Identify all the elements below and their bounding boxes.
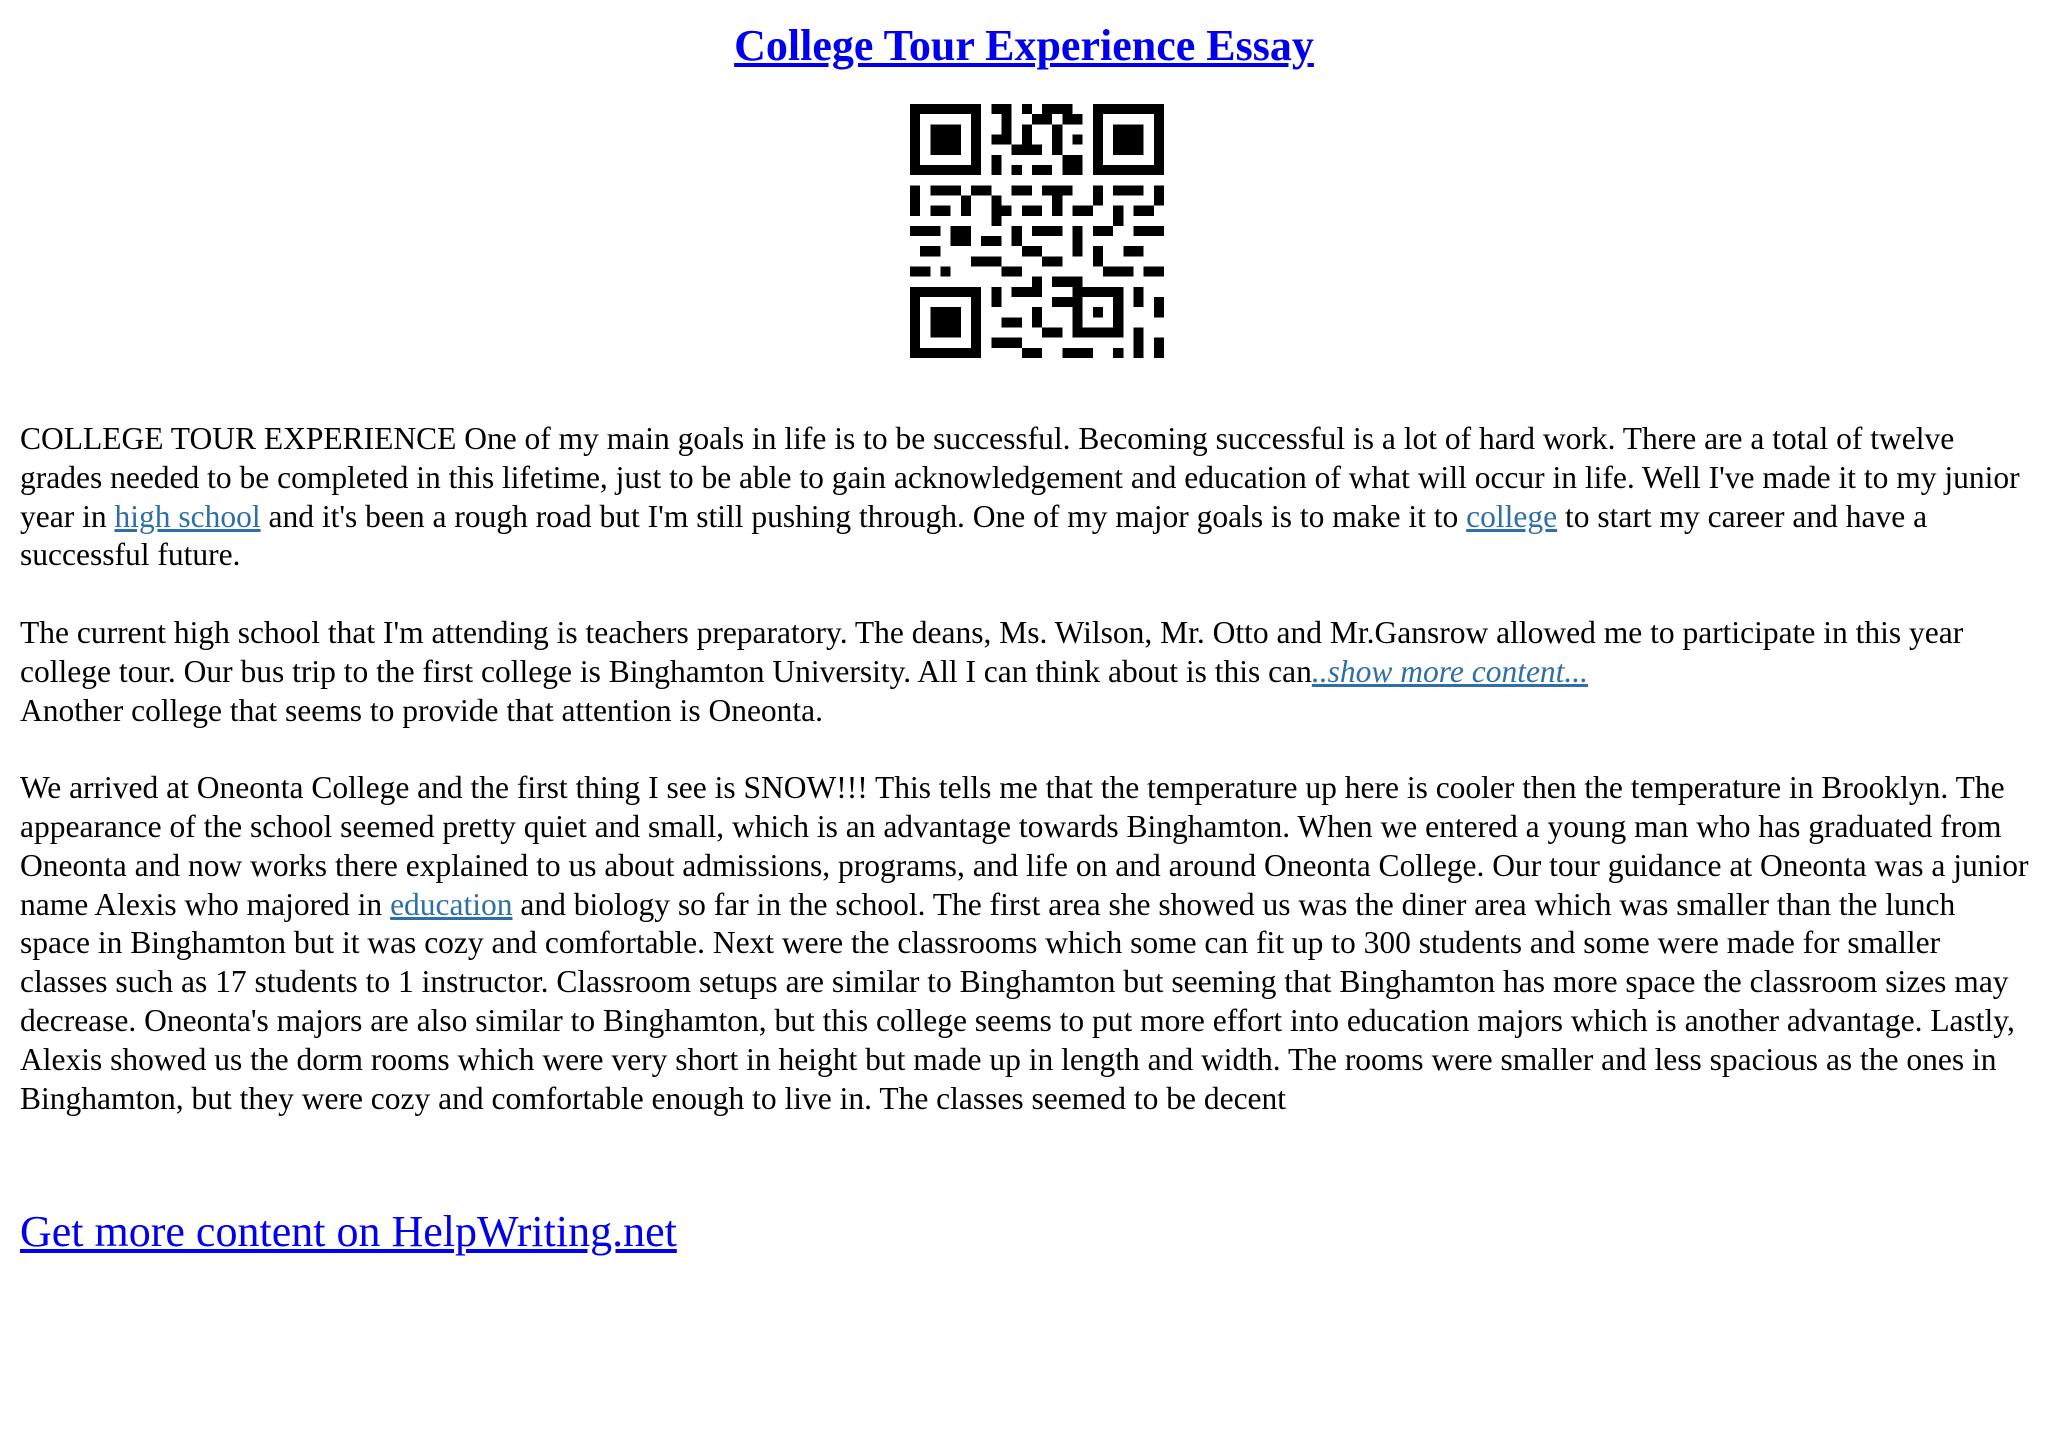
paragraph-text: and biology so far in the school. The first area she showed us was the diner area which was smaller than the lunch space in Binghamton but it was cozy and comfortable. Next were the classrooms which some can fit up to 300 students and some were made for smaller classes such as 17 students to 1 instructor. Classroom setups are similar to Binghamton but seeming that Binghamton has more space the classroom sizes may decrease. Oneonta's majors are also similar to Binghamton, but this college seems to put more effort into education majors which is another advantage. Lastly, Alexis showed us the dorm rooms which were very short in height but made up in length and width. The rooms were smaller and less spacious as the ones in Binghamton, but they were cozy and comfortable enough to live in. The classes seemed to be decent [20, 886, 2015, 1116]
college-link[interactable]: college [1466, 498, 1558, 534]
paragraph-text: and it's been a rough road but I'm still pushing through. One of my major goals is to make it to [260, 498, 1467, 534]
paragraph-text: The current high school that I'm attending is teachers preparatory. The deans, Ms. Wilson, Mr. Otto and Mr.Gansrow allowed me to participate in this year college tour. Our bus trip to the first college is Binghamton University. All I can think about is this can [20, 614, 1964, 689]
title-link[interactable]: College Tour Experience Essay [734, 21, 1314, 70]
education-link[interactable]: education [390, 886, 513, 922]
essay-body [20, 420, 2030, 1157]
get-more-content-link[interactable]: Get more content on HelpWriting.net [20, 1207, 677, 1256]
paragraph-text: to start my career and have a successful future. [20, 498, 1928, 573]
essay-paragraph [20, 420, 2030, 575]
page-title [0, 18, 2048, 74]
qr-code-icon [910, 104, 1164, 358]
paragraph-text: Another college that seems to provide that attention is Oneonta. [20, 692, 824, 728]
essay-paragraph [20, 614, 2030, 692]
essay-paragraph [20, 769, 2030, 1118]
essay-paragraph [20, 692, 2030, 731]
paragraph-text: COLLEGE TOUR EXPERIENCE One of my main goals in life is to be successful. Becoming successful is a lot of hard work. There are a total of twelve grades needed to be completed in this lifetime, just to be able to gain acknowledgement and education of what will occur in life. Well I've made it to my junior year in [20, 421, 2020, 534]
show-more-link[interactable]: ..show more content... [1311, 653, 1589, 689]
high-school-link[interactable]: high school [114, 498, 261, 534]
paragraph-text: We arrived at Oneonta College and the first thing I see is SNOW!!! This tells me that the temperature up here is cooler then the temperature in Brooklyn. The appearance of the school seemed pretty quiet and small, which is an advantage towards Binghamton. When we entered a young man who has graduated from Oneonta and now works there explained to us about admissions, programs, and life on and around Oneonta College. Our tour guidance at Oneonta was a junior name Alexis who majored in [20, 770, 2029, 922]
